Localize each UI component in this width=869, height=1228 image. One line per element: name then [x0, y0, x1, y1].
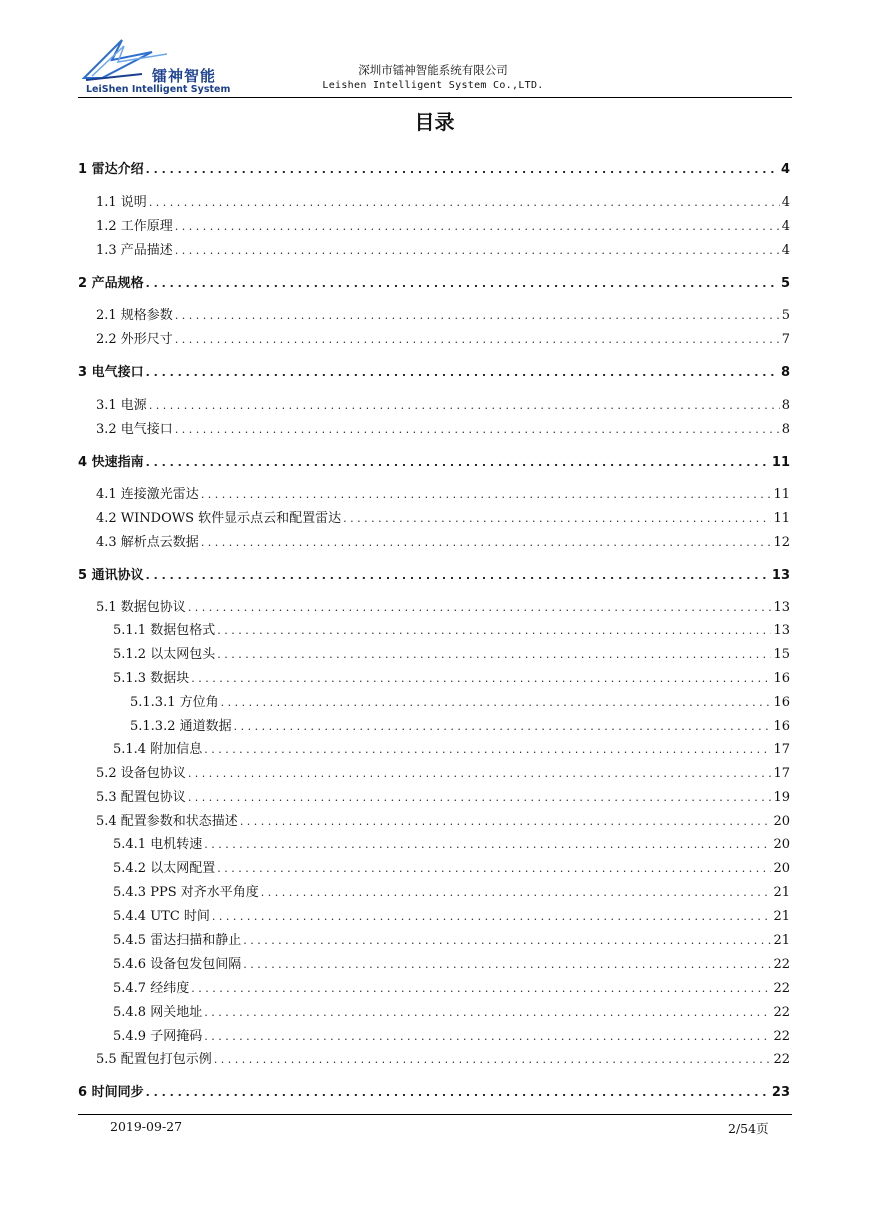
toc-entry[interactable]	[96, 239, 790, 259]
toc-entry-page: 8	[781, 422, 790, 437]
toc-entry-page: 13	[771, 568, 790, 583]
toc-entry[interactable]	[96, 394, 790, 414]
toc-entry-label: 5.4.9 子网掩码	[113, 1029, 203, 1044]
toc-entry[interactable]	[96, 328, 790, 348]
toc-dot-leader	[204, 1030, 771, 1043]
toc-entry-page: 17	[773, 766, 790, 781]
toc-entry-page: 22	[773, 1029, 790, 1044]
toc-entry-page: 4	[781, 195, 790, 210]
toc-entry[interactable]	[113, 977, 790, 997]
toc-entry[interactable]	[96, 191, 790, 211]
toc-entry-page: 16	[773, 671, 790, 686]
toc-entry-page: 22	[773, 1052, 790, 1067]
toc-entry-page: 12	[773, 535, 790, 550]
toc-dot-leader	[212, 910, 772, 923]
toc-dot-leader	[149, 399, 780, 412]
toc-entry-label: 5.1 数据包协议	[96, 600, 186, 615]
toc-dot-leader	[191, 982, 771, 995]
toc-entry-label: 4.1 连接激光雷达	[96, 487, 199, 502]
toc-entry-label: 5.2 设备包协议	[96, 766, 186, 781]
toc-dot-leader	[146, 163, 779, 176]
toc-entry-label: 1 雷达介绍	[78, 162, 144, 177]
toc-entry-page: 22	[773, 1005, 790, 1020]
toc-dot-leader	[217, 862, 771, 875]
toc-entry-label: 4.3 解析点云数据	[96, 535, 199, 550]
toc-entry-page: 22	[773, 981, 790, 996]
toc-entry[interactable]	[113, 905, 790, 925]
toc-entry-page: 19	[773, 790, 790, 805]
toc-entry[interactable]	[113, 738, 790, 758]
toc-entry[interactable]	[113, 1025, 790, 1045]
toc-dot-leader	[217, 648, 771, 661]
toc-entry[interactable]	[96, 810, 790, 830]
toc-dot-leader	[221, 696, 772, 709]
toc-dot-leader	[188, 767, 772, 780]
toc-dot-leader	[175, 423, 780, 436]
toc-entry[interactable]	[113, 619, 790, 639]
toc-entry-label: 5.4.1 电机转速	[113, 837, 203, 852]
toc-entry-label: 5.4.6 设备包发包间隔	[113, 957, 242, 972]
toc-entry-page: 21	[773, 885, 790, 900]
toc-entry-page: 20	[773, 837, 790, 852]
toc-entry-page: 17	[773, 742, 790, 757]
toc-entry-label: 5.4.7 经纬度	[113, 981, 190, 996]
toc-dot-leader	[175, 220, 780, 233]
toc-entry-label: 2.2 外形尺寸	[96, 332, 173, 347]
toc-entry-label: 1.2 工作原理	[96, 219, 173, 234]
toc-entry[interactable]	[78, 272, 790, 292]
toc-entry[interactable]	[113, 1001, 790, 1021]
toc-title: 目录	[414, 110, 455, 134]
toc-entry-page: 11	[773, 511, 790, 526]
logo-english-text: LeiShen Intelligent System	[86, 84, 231, 95]
toc-entry-label: 3 电气接口	[78, 365, 144, 380]
toc-dot-leader	[149, 196, 780, 209]
toc-entry-label: 5.3 配置包协议	[96, 790, 186, 805]
toc-entry[interactable]	[113, 881, 790, 901]
toc-entry-page: 7	[781, 332, 790, 347]
company-name-en: Leishen Intelligent System Co.,LTD.	[322, 80, 544, 91]
toc-dot-leader	[146, 1086, 770, 1099]
toc-entry-page: 5	[781, 308, 790, 323]
toc-dot-leader	[240, 815, 772, 828]
toc-entry-label: 5.1.1 数据包格式	[113, 623, 216, 638]
toc-entry-page: 23	[771, 1085, 790, 1100]
toc-entry-label: 1.1 说明	[96, 195, 147, 210]
toc-entry[interactable]	[96, 304, 790, 324]
toc-entry-label: 5.1.3.2 通道数据	[130, 719, 232, 734]
toc-entry-page: 13	[773, 623, 790, 638]
toc-entry[interactable]	[96, 418, 790, 438]
toc-dot-leader	[204, 1006, 771, 1019]
toc-dot-leader	[217, 624, 771, 637]
toc-dot-leader	[234, 720, 772, 733]
toc-entry-label: 5.4.5 雷达扫描和静止	[113, 933, 242, 948]
toc-dot-leader	[343, 512, 771, 525]
toc-entry-page: 20	[773, 814, 790, 829]
toc-entry-label: 5.4.2 以太网配置	[113, 861, 216, 876]
toc-entry-page: 16	[773, 719, 790, 734]
toc-entry[interactable]	[78, 361, 790, 381]
toc-entry-label: 5.1.4 附加信息	[113, 742, 203, 757]
toc-dot-leader	[188, 601, 772, 614]
toc-entry-label: 4 快速指南	[78, 455, 144, 470]
toc-entry-page: 21	[773, 933, 790, 948]
toc-entry-page: 16	[773, 695, 790, 710]
toc-entry[interactable]	[96, 596, 790, 616]
toc-entry[interactable]	[78, 564, 790, 584]
toc-entry-page: 5	[780, 276, 790, 291]
toc-entry[interactable]	[113, 643, 790, 663]
toc-entry-page: 22	[773, 957, 790, 972]
toc-entry-page: 4	[781, 243, 790, 258]
toc-entry-label: 5.4 配置参数和状态描述	[96, 814, 238, 829]
footer-divider	[78, 1114, 792, 1115]
header-divider	[78, 97, 792, 98]
toc-entry[interactable]	[96, 507, 790, 527]
toc-entry[interactable]	[78, 158, 790, 178]
toc-dot-leader	[201, 536, 772, 549]
toc-entry[interactable]	[96, 1048, 790, 1068]
toc-dot-leader	[261, 886, 772, 899]
toc-dot-leader	[175, 244, 780, 257]
toc-entry-label: 2 产品规格	[78, 276, 144, 291]
toc-entry-page: 21	[773, 909, 790, 924]
toc-dot-leader	[146, 366, 779, 379]
toc-entry[interactable]	[78, 1081, 790, 1101]
toc-entry-label: 4.2 WINDOWS 软件显示点云和配置雷达	[96, 511, 342, 526]
toc-entry[interactable]	[113, 833, 790, 853]
toc-dot-leader	[146, 569, 770, 582]
toc-dot-leader	[201, 488, 772, 501]
company-logo	[82, 38, 232, 98]
toc-entry-page: 11	[771, 455, 790, 470]
toc-dot-leader	[146, 277, 779, 290]
toc-entry[interactable]	[78, 451, 790, 471]
toc-entry-page: 4	[781, 219, 790, 234]
logo-chinese-text: 镭神智能	[152, 67, 217, 85]
toc-entry[interactable]	[96, 215, 790, 235]
toc-entry-page: 8	[780, 365, 790, 380]
toc-entry-label: 5.1.3 数据块	[113, 671, 190, 686]
footer-date: 2019-09-27	[110, 1119, 183, 1134]
toc-entry[interactable]	[96, 762, 790, 782]
footer-page-number: 2/54页	[728, 1121, 769, 1136]
toc-dot-leader	[188, 791, 772, 804]
toc-dot-leader	[214, 1053, 772, 1066]
toc-entry-label: 5.4.8 网关地址	[113, 1005, 203, 1020]
toc-dot-leader	[191, 672, 771, 685]
toc-entry[interactable]	[130, 715, 790, 735]
toc-entry-page: 11	[773, 487, 790, 502]
toc-entry-label: 5.5 配置包打包示例	[96, 1052, 212, 1067]
toc-dot-leader	[243, 934, 771, 947]
toc-entry-label: 5 通讯协议	[78, 568, 144, 583]
toc-dot-leader	[243, 958, 771, 971]
toc-entry-label: 5.1.3.1 方位角	[130, 695, 219, 710]
page-header	[78, 36, 792, 98]
toc-entry[interactable]	[113, 953, 790, 973]
toc-entry-page: 20	[773, 861, 790, 876]
toc-entry[interactable]	[96, 531, 790, 551]
toc-dot-leader	[175, 309, 780, 322]
toc-entry[interactable]	[113, 857, 790, 877]
toc-entry-label: 6 时间同步	[78, 1085, 144, 1100]
toc-entry-label: 2.1 规格参数	[96, 308, 173, 323]
company-name	[288, 62, 578, 94]
toc-entry[interactable]	[96, 483, 790, 503]
toc-dot-leader	[204, 743, 771, 756]
toc-entry-label: 1.3 产品描述	[96, 243, 173, 258]
toc-entry-page: 8	[781, 398, 790, 413]
toc-entry-label: 3.2 电气接口	[96, 422, 173, 437]
toc-dot-leader	[175, 333, 780, 346]
toc-entry-label: 5.4.4 UTC 时间	[113, 909, 210, 924]
toc-entry-page: 15	[773, 647, 790, 662]
toc-entry-page: 13	[773, 600, 790, 615]
toc-entry[interactable]	[130, 691, 790, 711]
toc-dot-leader	[204, 838, 771, 851]
toc-entry-label: 5.1.2 以太网包头	[113, 647, 216, 662]
toc-entry-label: 5.4.3 PPS 对齐水平角度	[113, 885, 259, 900]
toc-entry-page: 4	[780, 162, 790, 177]
company-name-cn: 深圳市镭神智能系统有限公司	[358, 63, 508, 77]
toc-entry[interactable]	[113, 929, 790, 949]
toc-entry[interactable]	[113, 667, 790, 687]
toc-entry[interactable]	[96, 786, 790, 806]
toc-dot-leader	[146, 456, 770, 469]
toc-entry-label: 3.1 电源	[96, 398, 147, 413]
